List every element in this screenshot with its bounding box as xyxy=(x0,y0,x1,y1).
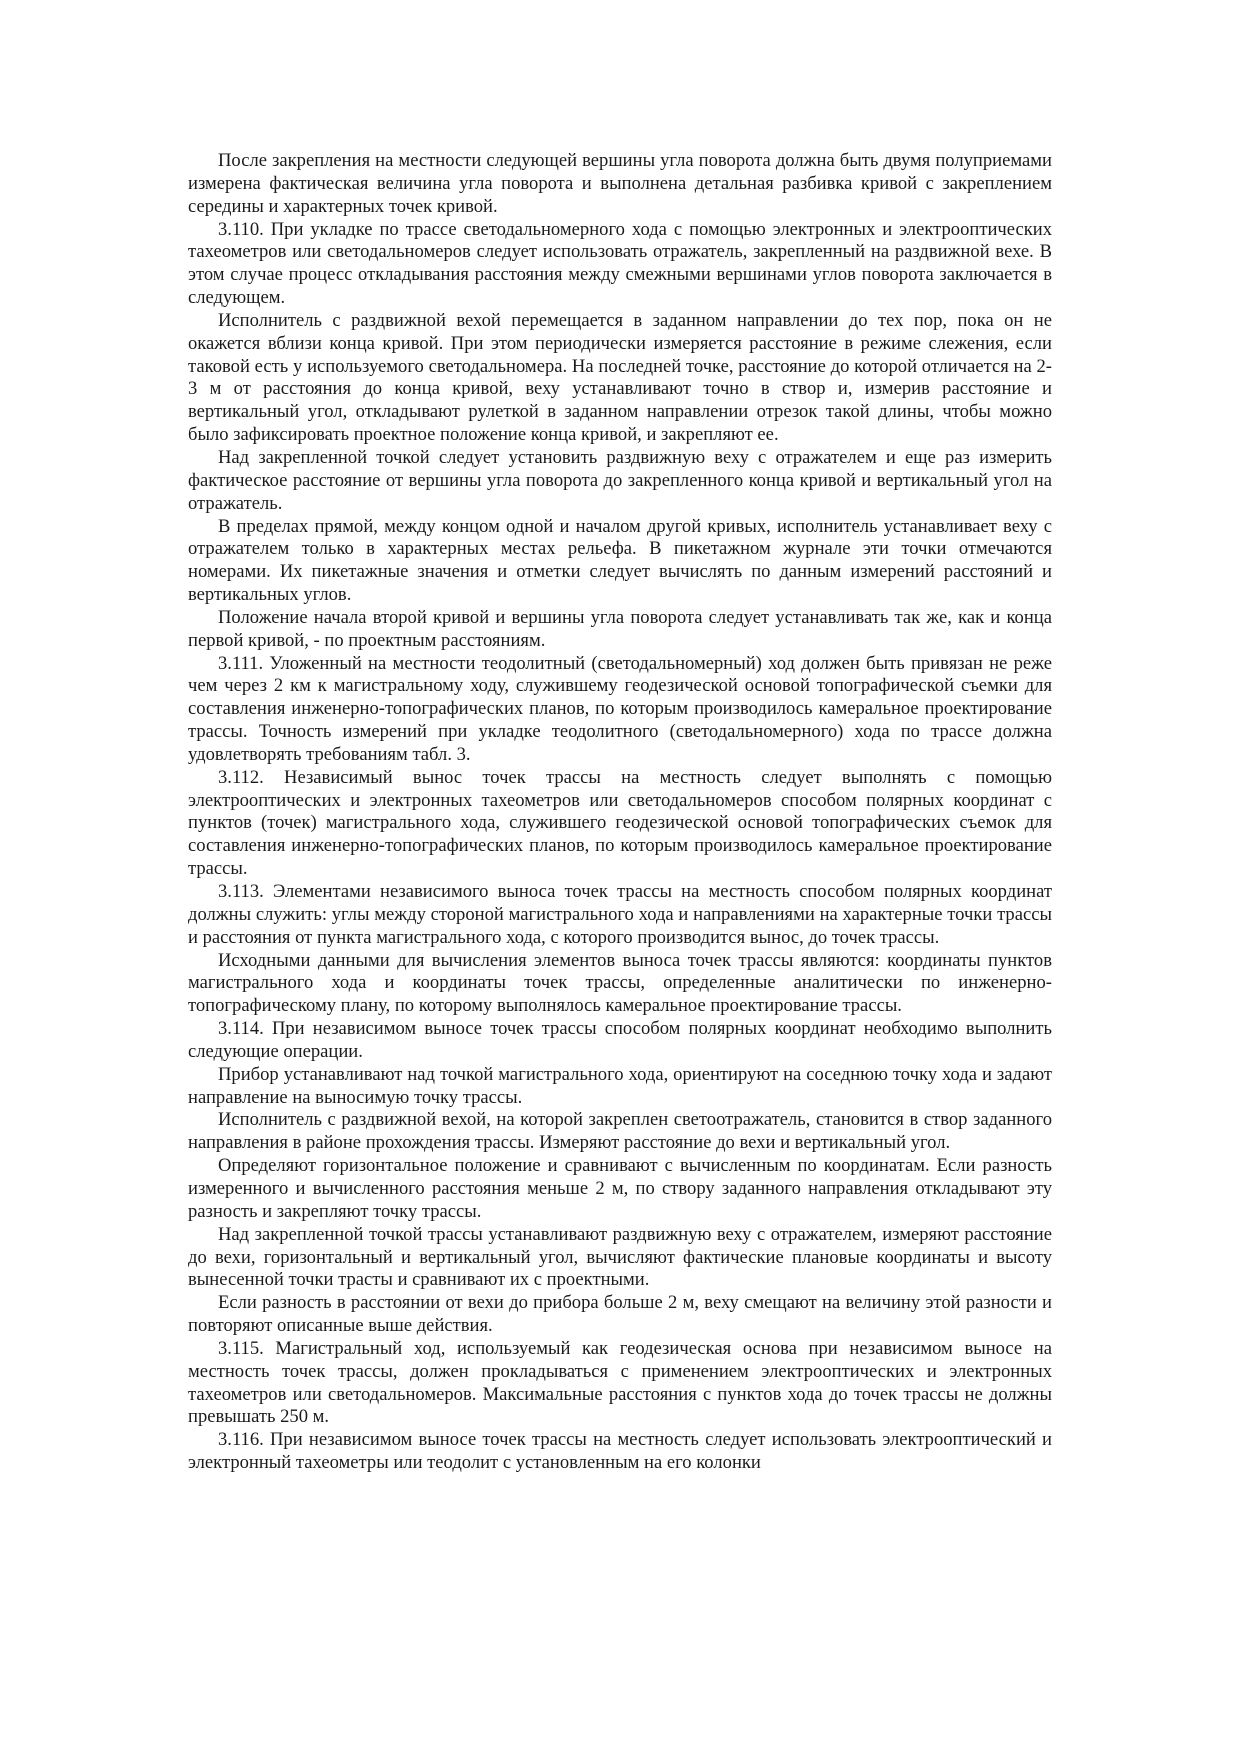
paragraph-2: 3.110. При укладке по трассе светодальномерного хода с помощью электронных и электрооптических тахеометров или светодальномеров следует использовать отражатель, закрепленный на раздвижной вехе. В этом случае процесс откладывания расстояния между смежными вершинами углов поворота заключается в следующем. xyxy=(188,218,1052,309)
paragraph-18: 3.116. При независимом выносе точек трассы на местность следует использовать электрооптический и электронный тахеометры или теодолит с установленным на его колонки xyxy=(188,1429,1052,1474)
document-page xyxy=(188,150,1052,1475)
paragraph-4: Над закрепленной точкой следует установить раздвижную веху с отражателем и еще раз измерить фактическое расстояние от вершины угла поворота до закрепленного конца кривой и вертикальный угол на отражатель. xyxy=(188,446,1052,514)
paragraph-7: 3.111. Уложенный на местности теодолитный (светодальномерный) ход должен быть привязан не реже чем через 2 км к магистральному ходу, служившему геодезической основой топографической съемки для составления инженерно-топографических планов, по которым производилось камеральное проектирование трассы. Точность измерений при укладке теодолитного (светодальномерного) хода по трассе должна удовлетворять требованиям табл. 3. xyxy=(188,652,1052,765)
paragraph-1: После закрепления на местности следующей вершины угла поворота должна быть двумя полуприемами измерена фактическая величина угла поворота и выполнена детальная разбивка кривой с закреплением середины и характерных точек кривой. xyxy=(188,150,1052,217)
paragraph-10: Исходными данными для вычисления элементов выноса точек трассы являются: координаты пунктов магистрального хода и координаты точек трассы, определенные аналитически по инженерно-топографическому плану, по которому выполнялось камеральное проектирование трассы. xyxy=(188,949,1052,1017)
paragraph-6: Положение начала второй кривой и вершины угла поворота следует устанавливать так же, как и конца первой кривой, - по проектным расстояниям. xyxy=(188,606,1052,651)
paragraph-13: Исполнитель с раздвижной вехой, на которой закреплен светоотражатель, становится в створ заданного направления в районе прохождения трассы. Измеряют расстояние до вехи и вертикальный угол. xyxy=(188,1109,1052,1154)
paragraph-14: Определяют горизонтальное положение и сравнивают с вычисленным по координатам. Если разность измеренного и вычисленного расстояния меньше 2 м, по створу заданного направления откладывают эту разность и закрепляют точку трассы. xyxy=(188,1155,1052,1222)
paragraph-9: 3.113. Элементами независимого выноса точек трассы на местность способом полярных координат должны служить: углы между стороной магистрального хода и направлениями на характерные точки трассы и расстояния от пункта магистрального хода, с которого производится вынос, до точек трассы. xyxy=(188,881,1052,948)
paragraph-8: 3.112. Независимый вынос точек трассы на местность следует выполнять с помощью электрооптических и электронных тахеометров или светодальномеров способом полярных координат с пунктов (точек) магистрального хода, служившего геодезической основой топографических съемок для составления инженерно-топографических планов, по которым производилось камеральное проектирование трассы. xyxy=(188,766,1052,880)
paragraph-3: Исполнитель с раздвижной вехой перемещается в заданном направлении до тех пор, пока он не окажется вблизи конца кривой. При этом периодически измеряется расстояние в режиме слежения, если таковой есть у используемого светодальномера. На последней точке, расстояние до которой отличается на 2-3 м от расстояния до конца кривой, веху устанавливают точно в створ и, измерив расстояние и вертикальный угол, откладывают рулеткой в заданном направлении отрезок такой длины, чтобы можно было зафиксировать проектное положение конца кривой, и закрепляют ее. xyxy=(188,309,1052,446)
paragraph-17: 3.115. Магистральный ход, используемый как геодезическая основа при независимом выносе на местность точек трассы, должен прокладываться с применением электрооптических и электронных тахеометров или светодальномеров. Максимальные расстояния с пунктов хода до точек трассы не должны превышать 250 м. xyxy=(188,1337,1052,1428)
paragraph-16: Если разность в расстоянии от вехи до прибора больше 2 м, веху смещают на величину этой разности и повторяют описанные выше действия. xyxy=(188,1292,1052,1337)
paragraph-12: Прибор устанавливают над точкой магистрального хода, ориентируют на соседнюю точку хода и задают направление на выносимую точку трассы. xyxy=(188,1063,1052,1108)
paragraph-15: Над закрепленной точкой трассы устанавливают раздвижную веху с отражателем, измеряют расстояние до вехи, горизонтальный и вертикальный угол, вычисляют фактические плановые координаты и высоту вынесенной точки трасты и сравнивают их с проектными. xyxy=(188,1223,1052,1291)
paragraph-11: 3.114. При независимом выносе точек трассы способом полярных координат необходимо выполнить следующие операции. xyxy=(188,1018,1052,1062)
paragraph-5: В пределах прямой, между концом одной и началом другой кривых, исполнитель устанавливает веху с отражателем только в характерных местах рельефа. В пикетажном журнале эти точки отмечаются номерами. Их пикетажные значения и отметки следует вычислять по данным измерений расстояний и вертикальных углов. xyxy=(188,515,1052,606)
